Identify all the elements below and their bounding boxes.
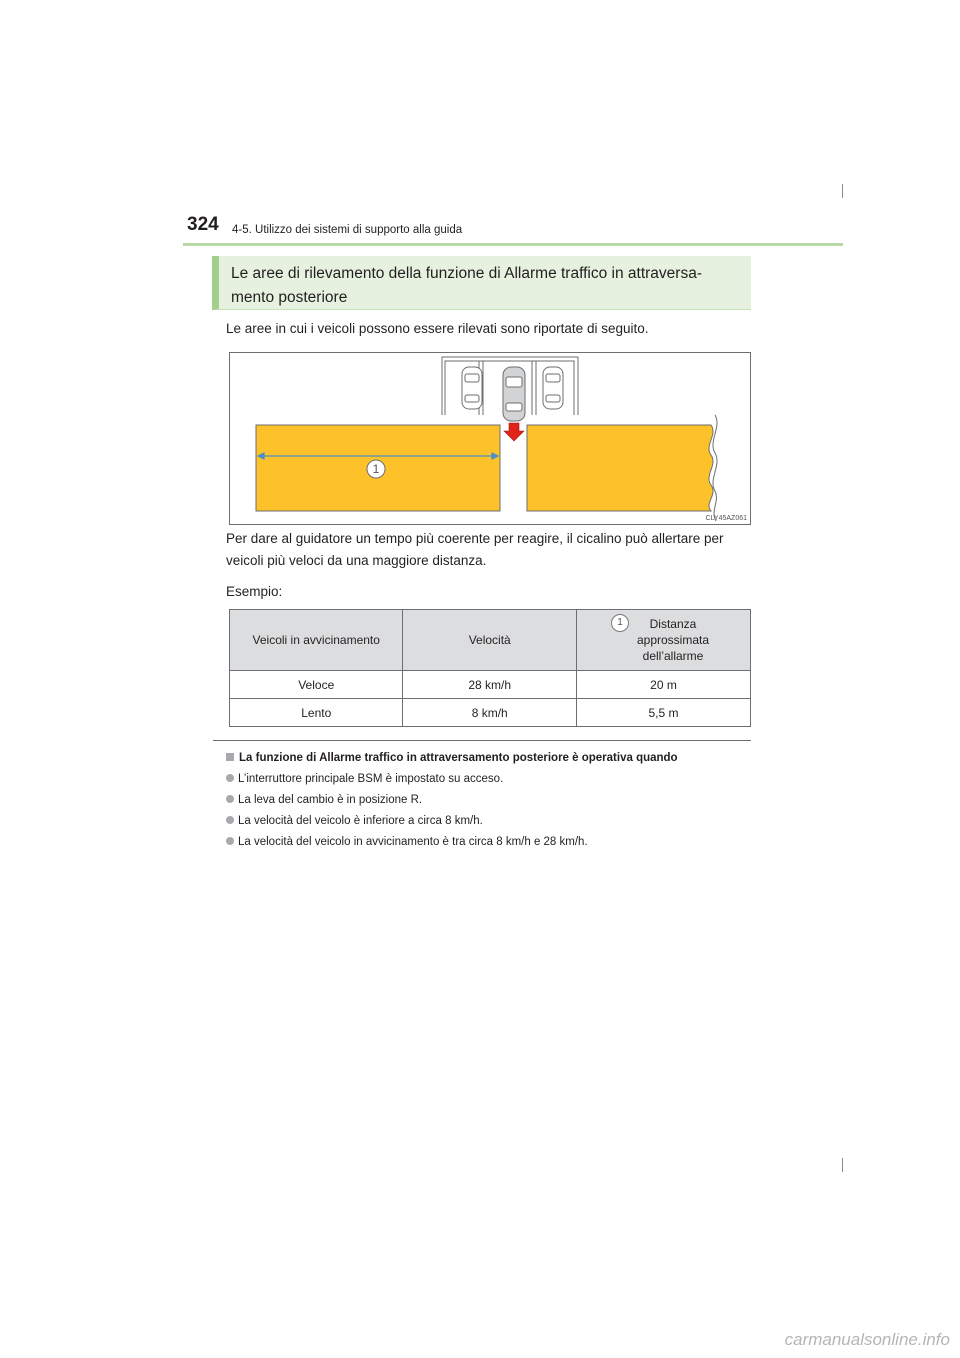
parked-car-left (462, 367, 482, 409)
list-item (226, 794, 422, 806)
header-rule (183, 243, 843, 246)
list-item (226, 773, 503, 785)
diagram-svg (230, 353, 751, 525)
callout-1-badge: 1 (611, 614, 629, 632)
bullet-icon (226, 837, 234, 845)
zone-break-line (713, 415, 717, 521)
table-row (230, 671, 751, 699)
section-title: 4-5. Utilizzo dei sistemi di supporto alla guida (232, 224, 463, 236)
list-item-text: L’interruttore principale BSM è impostato su acceso. (238, 773, 504, 785)
cell-vehicle: Lento (230, 699, 403, 727)
watermark-text: carmanualsonline.info (784, 1330, 950, 1349)
cell-speed: 8 km/h (403, 699, 576, 727)
list-item (226, 815, 483, 827)
reverse-arrow (504, 423, 524, 441)
cell-distance: 5,5 m (576, 699, 750, 727)
detection-zone-right (527, 425, 713, 511)
crop-mark-top (842, 184, 843, 198)
bullet-icon (226, 795, 234, 803)
detection-area-diagram (229, 352, 751, 525)
list-item (226, 836, 588, 848)
reversing-car (503, 367, 525, 421)
note-heading (226, 752, 678, 764)
square-bullet-icon (226, 753, 234, 761)
alarm-distance-header-line: approssimata (636, 633, 710, 647)
cell-speed: 28 km/h (403, 671, 576, 699)
bullet-icon (226, 774, 234, 782)
notes-divider (213, 740, 751, 741)
section-heading-box (212, 256, 751, 310)
table-row (230, 699, 751, 727)
section-heading: Le aree di rilevamento della funzione di Allarme traffico in attraversa-mento posteriore (231, 265, 702, 306)
alarm-distance-header-line: dell’allarme (642, 649, 704, 663)
table-header-row (230, 610, 751, 671)
cell-vehicle: Veloce (230, 671, 403, 699)
cell-distance: 20 m (576, 671, 750, 699)
header-speed: Velocità (403, 610, 576, 671)
figure-code: CLY45AZ061 (705, 515, 747, 522)
callout-1-label: 1 (372, 462, 380, 476)
list-item-text: La velocità del veicolo è inferiore a circa 8 km/h. (238, 815, 483, 827)
list-item-text: La velocità del veicolo in avvicinamento è tra circa 8 km/h e 28 km/h. (238, 836, 588, 848)
alarm-distance-header-text (637, 616, 709, 664)
example-label: Esempio: (226, 584, 283, 599)
crop-mark-bottom (842, 1158, 843, 1172)
header-approaching-vehicles: Veicoli in avvicinamento (230, 610, 403, 671)
alarm-distance-table (229, 609, 751, 727)
list-item-text: La leva del cambio è in posizione R. (238, 794, 423, 806)
alarm-distance-header-line: Distanza (649, 617, 697, 631)
note-heading-text: La funzione di Allarme traffico in attraversamento posteriore è operativa quando (239, 752, 678, 764)
page-number: 324 (187, 214, 219, 235)
bullet-icon (226, 816, 234, 824)
body-paragraph: Per dare al guidatore un tempo più coerente per reagire, il cicalino può allertare per veicoli più veloci da una maggiore distanza. (226, 531, 724, 568)
header-alarm-distance (576, 610, 750, 671)
intro-text: Le aree in cui i veicoli possono essere rilevati sono riportate di seguito. (226, 321, 649, 336)
parked-car-right (543, 367, 563, 409)
